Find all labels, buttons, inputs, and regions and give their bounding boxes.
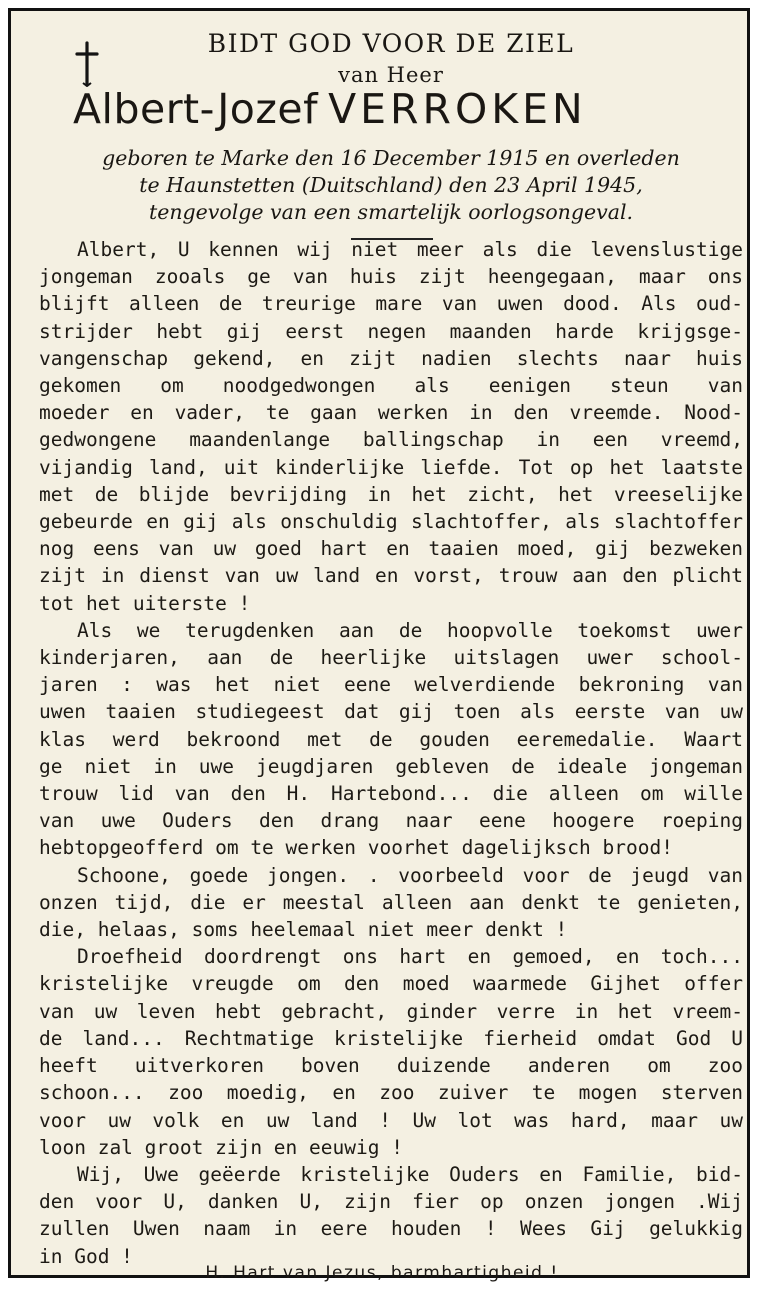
text-line: zullen Uwen naam in eere houden ! Wees Gij gelukkig bbox=[39, 1217, 743, 1241]
text-line: vangenschap gekend, en zijt nadien slechts naar huis bbox=[39, 346, 743, 370]
birth-line: geboren te Marke den 16 December 1915 en overleden bbox=[102, 146, 680, 170]
text-line: gedwongene maandenlange ballingschap in een vreemd, bbox=[39, 428, 743, 452]
text-line: de land... Rechtmatige kristelijke fierheid omdat God U bbox=[39, 1026, 743, 1050]
text-line: tot het uiterste ! bbox=[39, 591, 251, 615]
text-line: den voor U, danken U, zijn fier op onzen jongen .Wij bbox=[39, 1190, 743, 1214]
text-line: in God ! bbox=[39, 1244, 133, 1268]
paragraph bbox=[39, 1161, 751, 1270]
deceased-name bbox=[73, 85, 723, 133]
text-line: jongeman zooals ge van huis zijt heengegaan, maar ons bbox=[39, 265, 743, 289]
first-name: Albert-Jozef bbox=[73, 85, 319, 133]
memorial-card bbox=[8, 8, 750, 1283]
prayer-heading: BIDT GOD VOOR DE ZIEL bbox=[207, 29, 575, 58]
text-line: hebtopgeofferd om te werken voorhet dagelijksch brood! bbox=[39, 836, 673, 860]
text-line: strijder hebt gij eerst negen maanden harde krijgsge- bbox=[39, 319, 743, 343]
text-line: heeft uitverkoren boven duizende anderen om zoo bbox=[39, 1054, 743, 1078]
text-line: vijandig land, uit kinderlijke liefde. Tot op het laatste bbox=[39, 455, 743, 479]
text-line: kinderjaren, aan de heerlijke uitslagen uwer school- bbox=[39, 646, 743, 670]
text-line: jaren : was het niet eene welverdiende bekroning van bbox=[39, 673, 743, 697]
text-line: van uw leven hebt gebracht, ginder verre in het vreem- bbox=[39, 999, 743, 1023]
death-line: te Haunstetten (Duitschland) den 23 April 1945, bbox=[139, 173, 643, 197]
last-name: VERROKEN bbox=[328, 85, 587, 133]
text-line: Wij, Uwe geëerde kristelijke Ouders en Familie, bid- bbox=[77, 1162, 743, 1186]
eulogy-text bbox=[39, 236, 751, 1270]
birth-death-info bbox=[51, 145, 731, 226]
closing-prayer: H. Hart van Jezus, barmhartigheid ! bbox=[205, 1263, 559, 1283]
text-line: Albert, U kennen wij niet meer als die levenslustige bbox=[77, 238, 743, 261]
text-line: blijft alleen de treurige mare van uwen dood. Als oud- bbox=[39, 292, 743, 316]
text-line: Als we terugdenken aan de hoopvolle toekomst uwer bbox=[77, 618, 743, 642]
cross-icon bbox=[73, 41, 101, 87]
text-line: trouw lid van den H. Hartebond... die alleen om wille bbox=[39, 782, 743, 806]
text-line: met de blijde bevrijding in het zicht, het vreeselijke bbox=[39, 482, 743, 506]
text-line: nog eens van uw goed hart en taaien moed, gij bezweken bbox=[39, 537, 743, 561]
text-line: ge niet in uwe jeugdjaren gebleven de ideale jongeman bbox=[39, 754, 743, 778]
text-line: Droefheid doordrengt ons hart en gemoed, en toch... bbox=[77, 945, 743, 969]
text-line: gebeurde en gij als onschuldig slachtoffer, als slachtoffer bbox=[39, 510, 743, 534]
cause-line: tengevolge van een smartelijk oorlogsongeval. bbox=[148, 200, 634, 224]
text-line: voor uw volk en uw land ! Uw lot was hard, maar uw bbox=[39, 1108, 743, 1132]
text-line: gekomen om noodgedwongen als eenigen steun van bbox=[39, 374, 743, 398]
text-line: onzen tijd, die er meestal alleen aan denkt te genieten, bbox=[39, 890, 743, 914]
paragraph bbox=[39, 862, 751, 944]
text-line: zijt in dienst van uw land en vorst, trouw aan den plicht bbox=[39, 564, 743, 588]
paragraph bbox=[39, 617, 751, 862]
paragraph bbox=[39, 943, 751, 1161]
text-line: klas werd bekroond met de gouden eeremedalie. Waart bbox=[39, 727, 743, 751]
text-line: loon zal groot zijn en eeuwig ! bbox=[39, 1135, 403, 1159]
text-line: kristelijke vreugde om den moed waarmede Gijhet offer bbox=[39, 972, 743, 996]
paragraph bbox=[39, 236, 751, 617]
text-line: moeder en vader, te gaan werken in den vreemde. Nood- bbox=[39, 401, 743, 425]
title-heer: van Heer bbox=[338, 63, 444, 87]
text-line: van uwe Ouders den drang naar eene hoogere roeping bbox=[39, 809, 743, 833]
text-line: Schoone, goede jongen. . voorbeeld voor de jeugd van bbox=[77, 863, 743, 887]
text-line: uwen taaien studiegeest dat gij toen als eerste van uw bbox=[39, 700, 743, 724]
text-line: schoon... zoo moedig, en zoo zuiver te mogen sterven bbox=[39, 1081, 743, 1105]
text-line: die, helaas, soms heelemaal niet meer denkt ! bbox=[39, 918, 568, 942]
